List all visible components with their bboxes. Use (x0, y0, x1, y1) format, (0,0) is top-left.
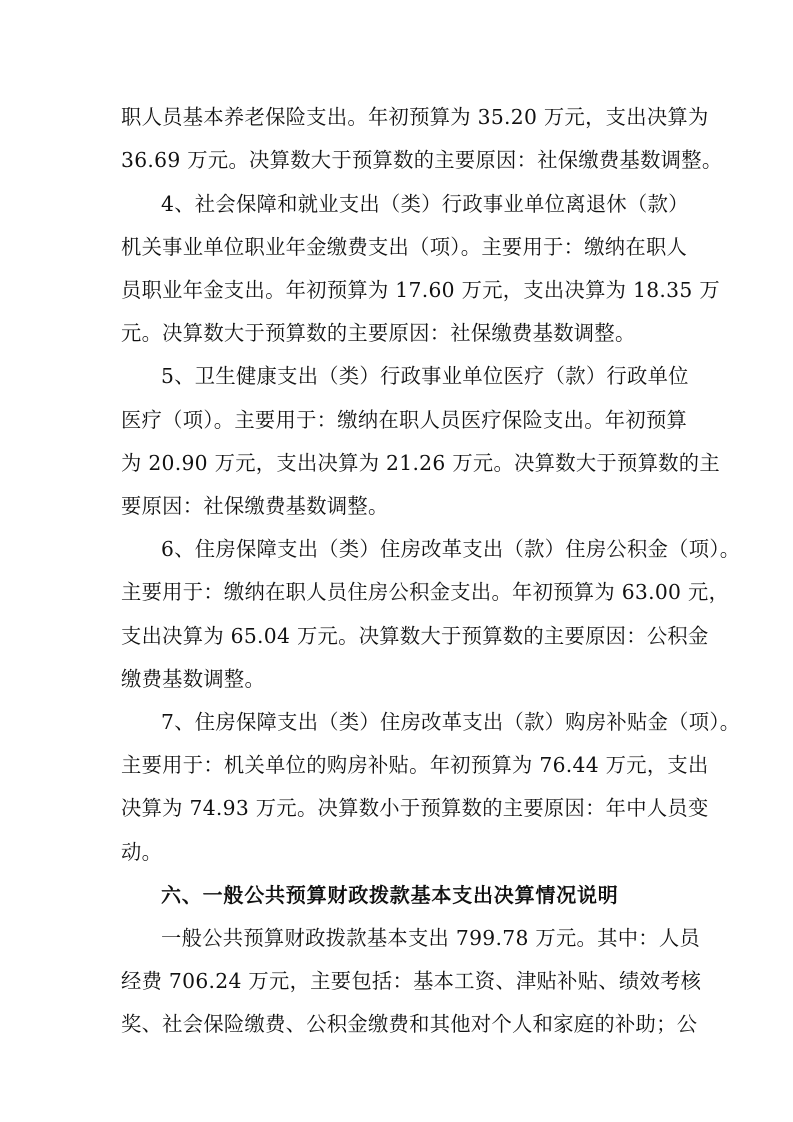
paragraph-line: 元。决算数大于预算数的主要原因：社保缴费基数调整。 (121, 321, 636, 345)
paragraph-line: 7、住房保障支出（类）住房改革支出（款）购房补贴金（项）。 (161, 710, 741, 734)
paragraph-line: 一般公共预算财政拨款基本支出 799.78 万元。其中：人员 (161, 926, 701, 950)
paragraph-line: 36.69 万元。决算数大于预算数的主要原因：社保缴费基数调整。 (121, 148, 723, 172)
paragraph-line: 5、卫生健康支出（类）行政事业单位医疗（款）行政单位 (161, 364, 689, 388)
paragraph-line: 6、住房保障支出（类）住房改革支出（款）住房公积金（项）。 (161, 537, 741, 561)
paragraph-line: 员职业年金支出。年初预算为 17.60 万元，支出决算为 18.35 万 (121, 278, 720, 302)
paragraph-line: 主要用于：机关单位的购房补贴。年初预算为 76.44 万元，支出 (121, 753, 709, 777)
paragraph-line: 支出决算为 65.04 万元。决算数大于预算数的主要原因：公积金 (121, 624, 709, 648)
paragraph-line: 缴费基数调整。 (121, 667, 266, 691)
paragraph-line: 主要用于：缴纳在职人员住房公积金支出。年初预算为 63.00 元， (121, 580, 730, 604)
paragraph-line: 要原因：社保缴费基数调整。 (121, 494, 389, 518)
paragraph-line: 为 20.90 万元，支出决算为 21.26 万元。决算数大于预算数的主 (121, 451, 720, 475)
paragraph-line: 职人员基本养老保险支出。年初预算为 35.20 万元，支出决算为 (121, 105, 709, 129)
paragraph-line: 奖、社会保险缴费、公积金缴费和其他对个人和家庭的补助；公 (121, 1012, 698, 1036)
paragraph-line: 机关事业单位职业年金缴费支出（项）。主要用于：缴纳在职人 (121, 235, 688, 259)
paragraph-line: 经费 706.24 万元，主要包括：基本工资、津贴补贴、绩效考核 (121, 969, 702, 993)
paragraph-line: 决算为 74.93 万元。决算数小于预算数的主要原因：年中人员变 (121, 796, 709, 820)
section-heading: 六、一般公共预算财政拨款基本支出决算情况说明 (161, 883, 619, 907)
paragraph-line: 动。 (121, 840, 163, 864)
paragraph-line: 医疗（项）。主要用于：缴纳在职人员医疗保险支出。年初预算 (121, 408, 688, 432)
paragraph-line: 4、社会保障和就业支出（类）行政事业单位离退休（款） (161, 192, 689, 216)
